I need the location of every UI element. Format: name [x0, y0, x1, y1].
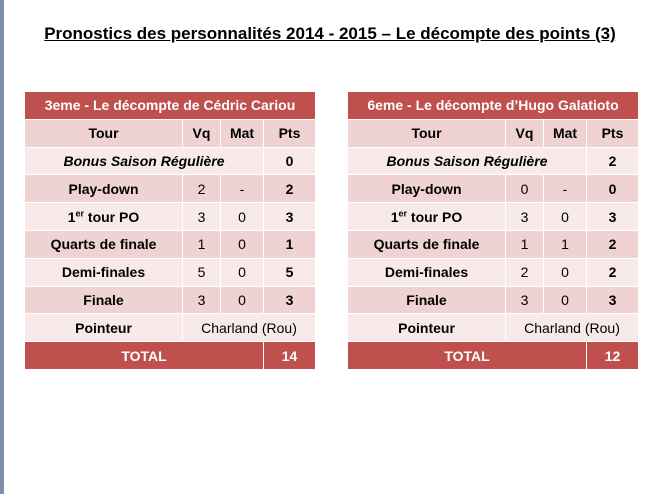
round-label: Demi-finales [348, 259, 506, 287]
round-label: 1er tour PO [348, 203, 506, 231]
slide-left-edge [0, 0, 4, 494]
mat-value: 0 [221, 287, 264, 315]
pts-value: 0 [587, 175, 638, 203]
round-label: Demi-finales [25, 259, 183, 287]
mat-value: 0 [221, 203, 264, 231]
vq-value: 0 [506, 175, 544, 203]
vq-value: 1 [506, 231, 544, 259]
score-table-galatioto [348, 92, 638, 370]
column-header-mat: Mat [221, 120, 264, 148]
column-header-mat: Mat [544, 120, 587, 148]
vq-value: 2 [183, 175, 221, 203]
table-header: 6eme - Le décompte d’Hugo Galatioto [348, 92, 638, 120]
column-header-pts: Pts [587, 120, 638, 148]
column-header-tour: Tour [348, 120, 506, 148]
pts-value: 1 [264, 231, 315, 259]
pts-value: 3 [587, 203, 638, 231]
table-row [348, 259, 638, 287]
column-header-pts: Pts [264, 120, 315, 148]
bonus-label: Bonus Saison Régulière [25, 148, 264, 176]
round-label: Play-down [25, 175, 183, 203]
table-row [25, 259, 315, 287]
mat-value: - [544, 175, 587, 203]
table-row [348, 231, 638, 259]
pts-value: 2 [587, 259, 638, 287]
vq-value: 2 [506, 259, 544, 287]
column-header-vq: Vq [506, 120, 544, 148]
mat-value: 0 [221, 231, 264, 259]
pts-value: 3 [264, 287, 315, 315]
pointeur-label: Pointeur [348, 314, 506, 342]
pts-value: 2 [587, 231, 638, 259]
column-header-tour: Tour [25, 120, 183, 148]
bonus-label: Bonus Saison Régulière [348, 148, 587, 176]
pointeur-value: Charland (Rou) [183, 314, 315, 342]
pts-value: 3 [587, 287, 638, 315]
round-label: 1er tour PO [25, 203, 183, 231]
vq-value: 3 [506, 203, 544, 231]
page-title: Pronostics des personnalités 2014 - 2015 – Le décompte des points (3) [44, 24, 616, 43]
round-label: Play-down [348, 175, 506, 203]
pts-value: 5 [264, 259, 315, 287]
mat-value: 0 [221, 259, 264, 287]
table-row [348, 203, 638, 231]
table-row [25, 175, 315, 203]
total-label: TOTAL [25, 342, 264, 370]
pointeur-value: Charland (Rou) [506, 314, 638, 342]
mat-value: 0 [544, 287, 587, 315]
pointeur-label: Pointeur [25, 314, 183, 342]
bonus-pts: 0 [264, 148, 315, 176]
round-label: Finale [348, 287, 506, 315]
vq-value: 3 [183, 287, 221, 315]
table-row [348, 287, 638, 315]
round-label: Quarts de finale [25, 231, 183, 259]
score-table-cariou [25, 92, 315, 370]
table-row [348, 175, 638, 203]
total-label: TOTAL [348, 342, 587, 370]
round-label: Finale [25, 287, 183, 315]
total-value: 12 [587, 342, 638, 370]
bonus-pts: 2 [587, 148, 638, 176]
vq-value: 3 [506, 287, 544, 315]
vq-value: 3 [183, 203, 221, 231]
vq-value: 5 [183, 259, 221, 287]
table-header: 3eme - Le décompte de Cédric Cariou [25, 92, 315, 120]
round-label: Quarts de finale [348, 231, 506, 259]
mat-value: 0 [544, 203, 587, 231]
table-row [25, 203, 315, 231]
mat-value: - [221, 175, 264, 203]
mat-value: 1 [544, 231, 587, 259]
table-row [25, 231, 315, 259]
column-header-vq: Vq [183, 120, 221, 148]
pts-value: 2 [264, 175, 315, 203]
vq-value: 1 [183, 231, 221, 259]
mat-value: 0 [544, 259, 587, 287]
table-row [25, 287, 315, 315]
total-value: 14 [264, 342, 315, 370]
pts-value: 3 [264, 203, 315, 231]
